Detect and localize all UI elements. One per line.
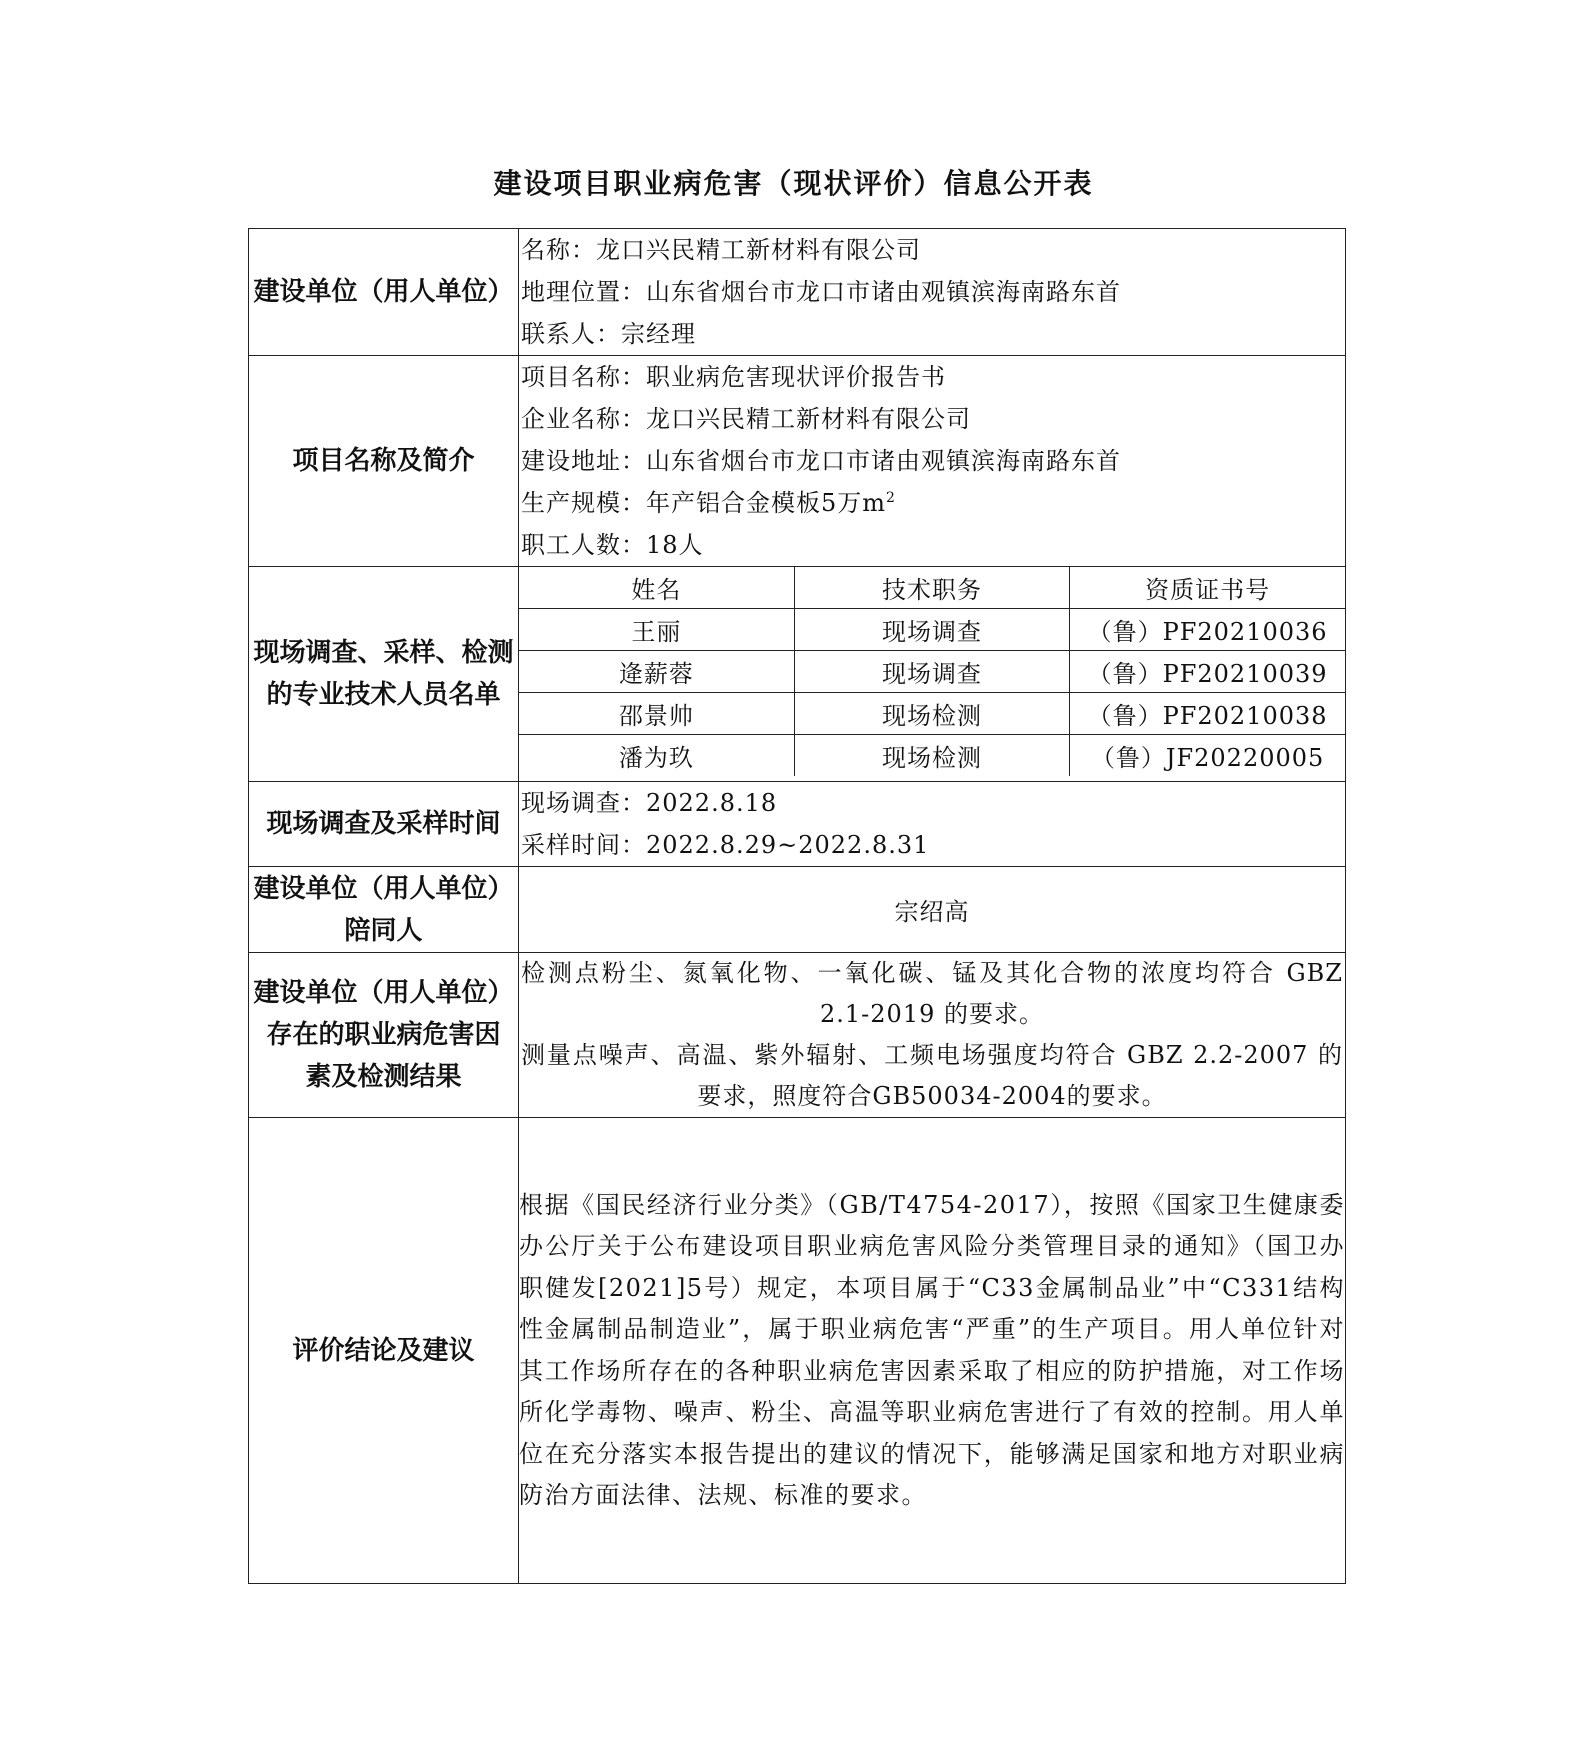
staff-row [519, 651, 1345, 693]
label-escort-line2: 陪同人 [344, 915, 423, 946]
production-scale-superscript: 2 [886, 490, 896, 506]
document-title: 建设项目职业病危害（现状评价）信息公开表 [493, 167, 1094, 200]
label-hazards-line3: 素及检测结果 [305, 1062, 462, 1092]
label-project: 项目名称及简介 [249, 356, 519, 567]
staff-title: 现场检测 [794, 693, 1069, 735]
row-technicians [249, 567, 1346, 782]
staff-header-cert: 资质证书号 [1070, 567, 1345, 609]
staff-cert: （鲁）PF20210039 [1070, 651, 1345, 693]
staff-header-title: 技术职务 [794, 567, 1069, 609]
production-scale-text: 生产规模：年产铝合金模板5万m [521, 489, 887, 517]
row-conclusion [249, 1118, 1346, 1584]
project-content [519, 356, 1346, 567]
staff-name: 邵景帅 [519, 693, 794, 735]
technicians-content [519, 567, 1346, 782]
label-hazards-line2: 存在的职业病危害因 [266, 1020, 501, 1050]
production-scale [521, 482, 1345, 524]
unit-content [519, 229, 1346, 356]
escort-value: 宗绍高 [519, 867, 1346, 953]
staff-title: 现场调查 [794, 609, 1069, 651]
hazards-content [519, 953, 1346, 1118]
staff-row [519, 693, 1345, 735]
survey-time-content [519, 782, 1346, 867]
hazards-paragraph-2: 测量点噪声、高温、紫外辐射、工频电场强度均符合 GBZ 2.2-2007 的要求，照度符合GB50034-2004的要求。 [521, 1041, 1343, 1110]
staff-count: 职工人数：18人 [521, 531, 704, 559]
label-hazards-line1: 建设单位（用人单位） [253, 978, 514, 1008]
conclusion-text: 根据《国民经济行业分类》（GB/T4754-2017），按照《国家卫生健康委办公厅关于公布建设项目职业病危害风险分类管理目录的通知》（国卫办职健发[2021]5号）规定，本项目属于“C33金属制品业”中“C331结构性金属制品制造业”，属于职业病危害“严重”的生产项目。用人单位针对其工作场所存在的各种职业病危害因素采取了相应的防护措施，对工作场所化学毒物、噪声、粉尘、高温等职业病危害进行了有效的控制。用人单位在充分落实本报告提出的建议的情况下，能够满足国家和地方对职业病防治方面法律、法规、标准的要求。 [519, 1118, 1346, 1584]
label-technicians-line2: 的专业技术人员名单 [266, 680, 501, 710]
row-project [249, 356, 1346, 567]
label-escort-line1: 建设单位（用人单位） [253, 873, 514, 904]
info-table [248, 228, 1346, 1584]
label-escort [249, 867, 519, 953]
label-conclusion: 评价结论及建议 [249, 1118, 519, 1584]
label-hazards [249, 953, 519, 1118]
staff-header-row [519, 567, 1345, 609]
label-unit: 建设单位（用人单位） [249, 229, 519, 356]
unit-location: 地理位置：山东省烟台市龙口市诸由观镇滨海南路东首 [521, 278, 1121, 306]
survey-date: 现场调查：2022.8.18 [521, 789, 778, 817]
row-survey-time [249, 782, 1346, 867]
staff-cert: （鲁）JF20220005 [1070, 735, 1345, 777]
sampling-date: 采样时间：2022.8.29~2022.8.31 [521, 831, 930, 859]
unit-name: 名称：龙口兴民精工新材料有限公司 [521, 236, 921, 264]
staff-row [519, 735, 1345, 777]
label-technicians-line1: 现场调查、采样、检测 [253, 638, 514, 668]
row-escort [249, 867, 1346, 953]
staff-header-name: 姓名 [519, 567, 794, 609]
row-hazards [249, 953, 1346, 1118]
project-name: 项目名称：职业病危害现状评价报告书 [521, 363, 946, 391]
hazards-paragraph-1: 检测点粉尘、氮氧化物、一氧化碳、锰及其化合物的浓度均符合 GBZ 2.1-2019 的要求。 [521, 959, 1343, 1028]
staff-table [519, 567, 1345, 776]
unit-contact: 联系人：宗经理 [521, 320, 696, 348]
row-unit [249, 229, 1346, 356]
staff-name: 王丽 [519, 609, 794, 651]
company-name: 企业名称：龙口兴民精工新材料有限公司 [521, 405, 971, 433]
label-survey-time: 现场调查及采样时间 [249, 782, 519, 867]
staff-name: 潘为玖 [519, 735, 794, 777]
staff-title: 现场检测 [794, 735, 1069, 777]
staff-name: 逄薪蓉 [519, 651, 794, 693]
staff-cert: （鲁）PF20210038 [1070, 693, 1345, 735]
staff-title: 现场调查 [794, 651, 1069, 693]
staff-cert: （鲁）PF20210036 [1070, 609, 1345, 651]
staff-row [519, 609, 1345, 651]
project-address: 建设地址：山东省烟台市龙口市诸由观镇滨海南路东首 [521, 447, 1121, 475]
label-technicians [249, 567, 519, 782]
